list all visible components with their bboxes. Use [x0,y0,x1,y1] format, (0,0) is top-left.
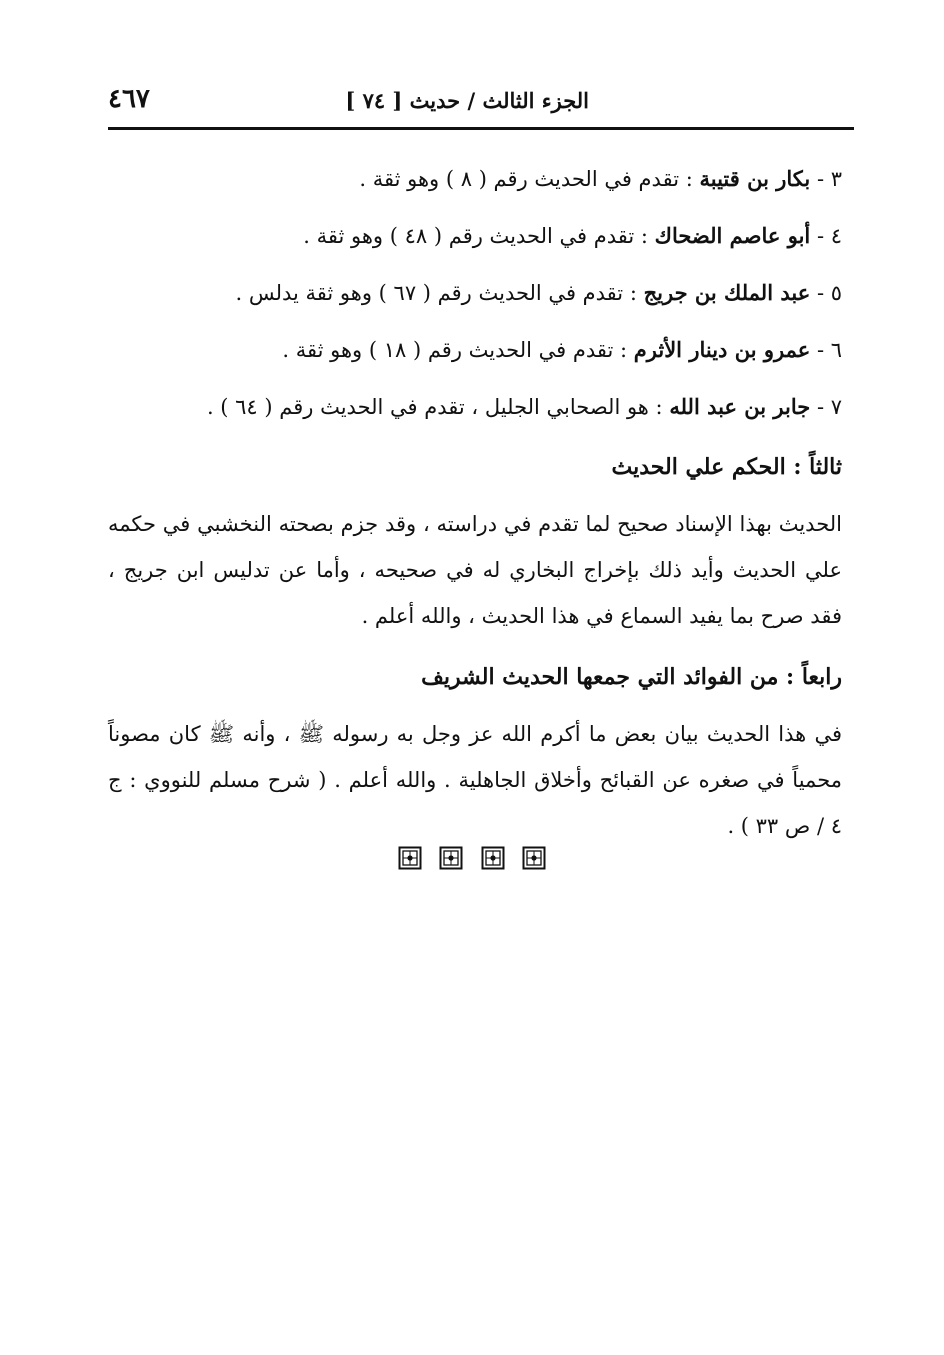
narrator-name: بكار بن قتيبة [699,166,811,191]
narrator-number: ٥ - [816,281,842,305]
narrator-note: : تقدم في الحديث رقم ( ١٨ ) وهو ثقة . [282,338,628,362]
narrator-note: : تقدم في الحديث رقم ( ٦٧ ) وهو ثقة يدلس . [235,281,637,305]
page-header [108,80,854,128]
narrator-number: ٣ - [816,167,842,191]
narrator-list [108,150,842,435]
narrator-name: جابر بن عبد الله [669,394,811,419]
header-divider [108,127,854,130]
narrator-name: عمرو بن دينار الأثرم [633,337,811,362]
narrator-note: : تقدم في الحديث رقم ( ٨ ) وهو ثقة . [359,167,693,191]
narrator-name: أبو عاصم الضحاك [654,223,811,248]
page-body [108,150,842,855]
section-end-ornaments [0,846,944,870]
narrator-note: : تقدم في الحديث رقم ( ٤٨ ) وهو ثقة . [303,224,648,248]
narrator-item [108,207,842,264]
square-flower-ornament-icon [481,846,505,870]
benefits-heading: رابعاً : من الفوائد التي جمعها الحديث الشريف [421,664,842,690]
square-flower-ornament-icon [522,846,546,870]
square-flower-ornament-icon [398,846,422,870]
narrator-name: عبد الملك بن جريج [643,280,811,305]
narrator-item [108,264,842,321]
running-title: الجزء الثالث / حديث [ ٧٤ ] [345,88,589,113]
ruling-heading: ثالثاً : الحكم علي الحديث [611,454,842,480]
narrator-number: ٧ - [816,395,842,419]
page-number: ٤٦٧ [108,84,150,114]
narrator-item [108,378,842,435]
narrator-note: : هو الصحابي الجليل ، تقدم في الحديث رقم ( ٦٤ ) . [206,395,663,419]
ruling-paragraph: الحديث بهذا الإسناد صحيح لما تقدم في دراسته ، وقد جزم بصحته النخشبي في حكمه علي الحديث وأيد ذلك بإخراج البخاري له في صحيحه ، وأما عن تدليس ابن جريج ، فقد صرح بما يفيد السماع في هذا الحديث ، والله أعلم . [108,512,842,628]
narrator-item [108,321,842,378]
narrator-item [108,150,842,207]
benefits-paragraph: في هذا الحديث بيان بعض ما أكرم الله عز وجل به رسوله ﷺ ، وأنه ﷺ كان مصوناً محمياً في صغره عن القبائح وأخلاق الجاهلية . والله أعلم . ( شرح مسلم للنووي : ج ٤ / ص ٣٣ ) . [108,722,842,838]
narrator-number: ٤ - [816,224,842,248]
square-flower-ornament-icon [439,846,463,870]
narrator-number: ٦ - [816,338,842,362]
